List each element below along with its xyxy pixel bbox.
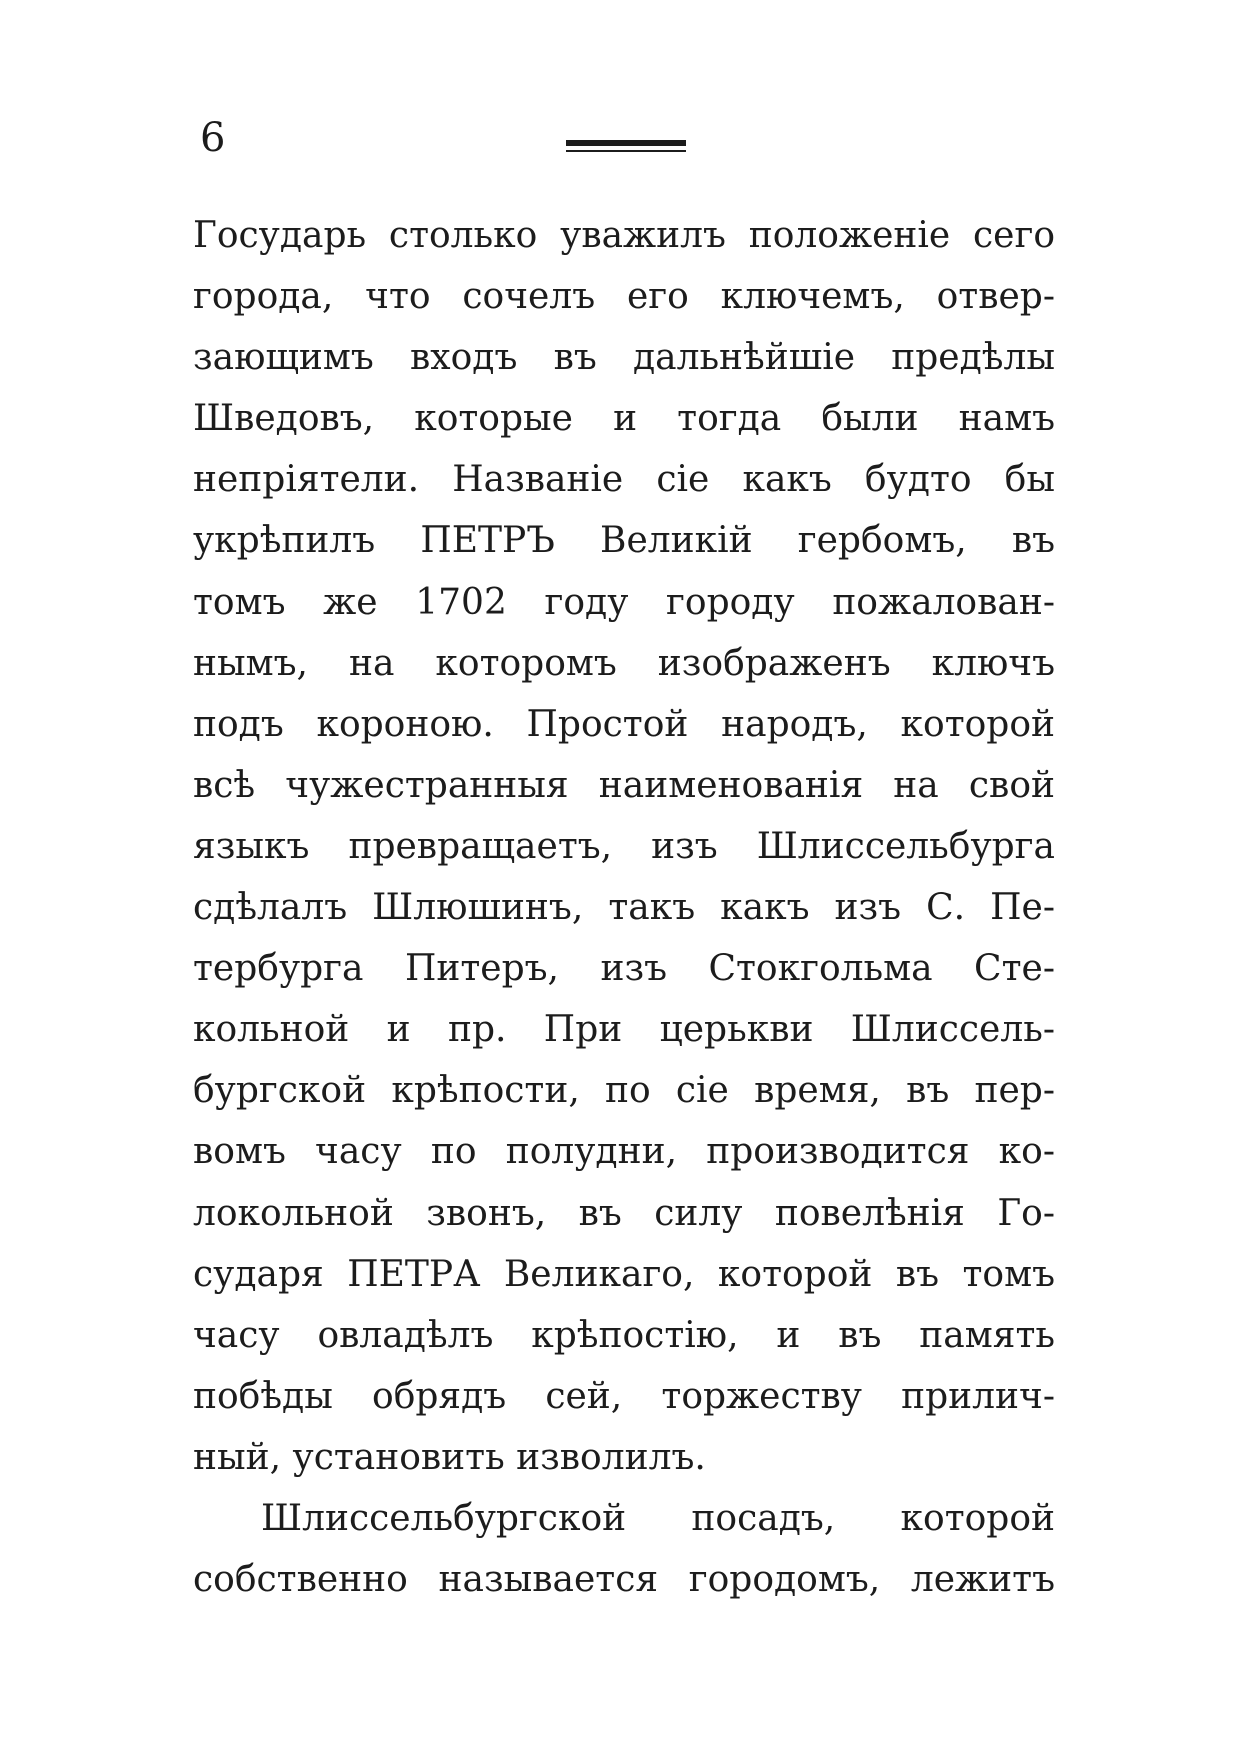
text-line: укрѣпилъ ПЕТРЪ Великій гербомъ, въ xyxy=(193,520,1055,562)
text-line: непріятели. Названіе сіе какъ будто бы xyxy=(193,459,1055,501)
text-line: нымъ, на которомъ изображенъ ключъ xyxy=(193,642,1055,684)
page-number: 6 xyxy=(200,115,226,161)
text-line: сударя ПЕТРА Великаго, которой въ томъ xyxy=(193,1253,1055,1295)
text-line: собственно называется городомъ, лежитъ xyxy=(193,1559,1055,1601)
text-line: локольной звонъ, въ силу повелѣнія Го- xyxy=(193,1192,1055,1234)
body-text xyxy=(193,205,1055,1610)
ornament-thin-rule xyxy=(566,150,686,152)
text-line: сдѣлалъ Шлюшинъ, такъ какъ изъ С. Пе- xyxy=(193,887,1055,929)
text-line: города, что сочелъ его ключемъ, отвер- xyxy=(193,276,1055,318)
text-line: тербурга Питеръ, изъ Стокгольма Сте- xyxy=(193,948,1055,990)
double-rule-ornament-icon xyxy=(566,140,686,156)
text-line: побѣды обрядъ сей, торжеству прилич- xyxy=(193,1375,1055,1417)
text-line: языкъ превращаетъ, изъ Шлиссельбурга xyxy=(193,825,1055,867)
text-line: томъ же 1702 году городу пожалован- xyxy=(193,581,1055,623)
text-line: Шведовъ, которые и тогда были намъ xyxy=(193,398,1055,440)
text-line: кольной и пр. При церькви Шлиссель- xyxy=(193,1009,1055,1051)
text-line: Государь столько уважилъ положеніе сего xyxy=(193,215,1055,256)
text-line: подъ короною. Простой народъ, которой xyxy=(193,703,1055,745)
text-line: вомъ часу по полудни, производится ко- xyxy=(193,1131,1055,1173)
text-line: всѣ чужестранныя наименованія на свой xyxy=(193,764,1055,806)
paragraph-start-line: Шлиссельбургской посадъ, которой xyxy=(261,1497,1055,1539)
text-line: часу овладѣлъ крѣпостію, и въ память xyxy=(193,1314,1055,1356)
text-line: зающимъ входъ въ дальнѣйшіе предѣлы xyxy=(193,337,1055,379)
text-line: бургской крѣпости, по сіе время, въ пер- xyxy=(193,1070,1055,1112)
paragraph-end-line: ный, установить изволилъ. xyxy=(193,1436,706,1478)
ornament-thick-rule xyxy=(566,140,686,146)
